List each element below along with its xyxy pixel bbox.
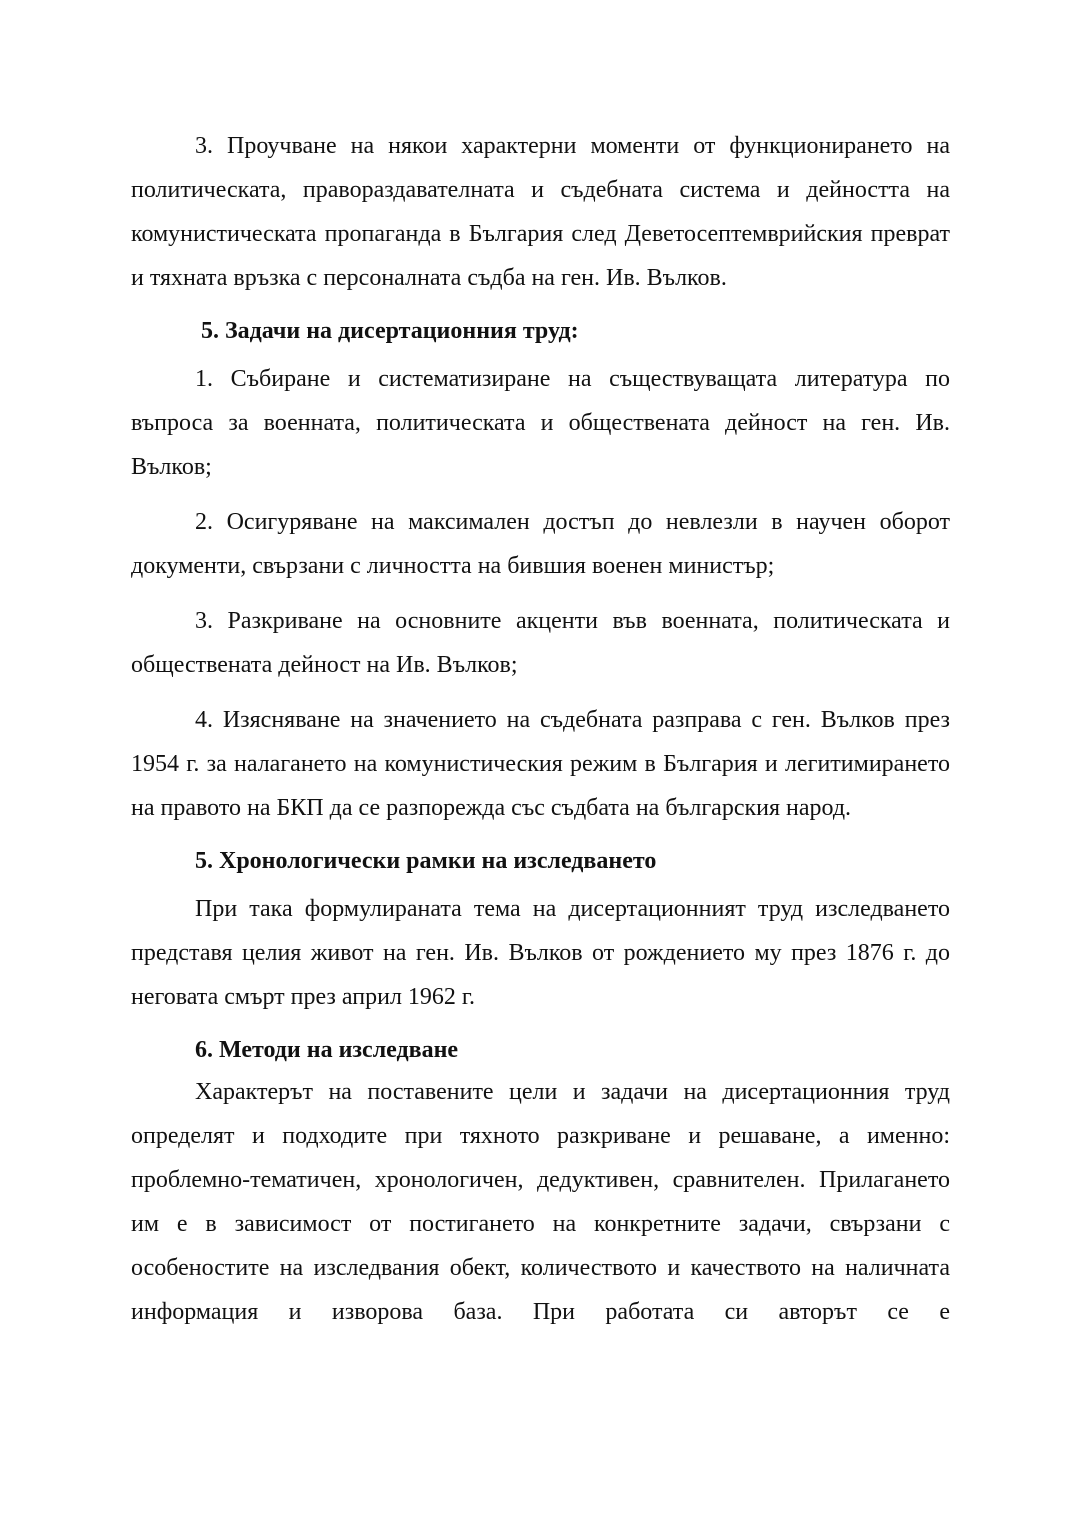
paragraph-chronology: При така формулираната тема на дисертационният труд изследването представя целия живот на ген. Ив. Вълков от рождението му през 1876 г. до неговата смърт през април 1962 г. <box>131 896 950 1010</box>
paragraph-goal-3: 3. Проучване на някои характерни моменти от функционирането на политическата, правораздавателната и съдебната система и дейността на комунистическата пропаганда в България след Деветосептемврийския преврат и тяхната връзка с персоналната съдба на ген. Ив. Вълков. <box>131 133 950 291</box>
paragraph-task-3: 3. Разкриване на основните акценти във военната, политическата и обществената дейност на Ив. Вълков; <box>131 608 950 678</box>
paragraph-task-4: 4. Изясняване на значението на съдебната разправа с ген. Вълков през 1954 г. за налагането на комунистическия режим в България и легитимирането на правото на БКП да се разпорежда със съдбата на българския народ. <box>131 707 950 821</box>
heading-methods: 6. Методи на изследване <box>195 1037 459 1063</box>
paragraph-task-2: 2. Осигуряване на максимален достъп до невлезли в научен оборот документи, свързани с личността на бившия военен министър; <box>131 509 950 579</box>
paragraph-task-1: 1. Събиране и систематизиране на съществуващата литература по въпроса за военната, политическата и обществената дейност на ген. Ив. Вълков; <box>131 366 950 480</box>
document-page <box>131 124 950 1334</box>
heading-chronology: 5. Хронологически рамки на изследването <box>195 848 657 874</box>
paragraph-methods: Характерът на поставените цели и задачи на дисертационния труд определят и подходите при тяхното разкриване и решаване, а именно: проблемно-тематичен, хронологичен, дедуктивен, сравнителен. Прилагането им е в зависимост от постигането на конкретните задачи, свързани с особеностите на изследвания обект, количеството и качеството на наличната информация и изворова база. При работата си авторът се е <box>131 1079 950 1325</box>
heading-tasks: 5. Задачи на дисертационния труд: <box>201 318 579 344</box>
